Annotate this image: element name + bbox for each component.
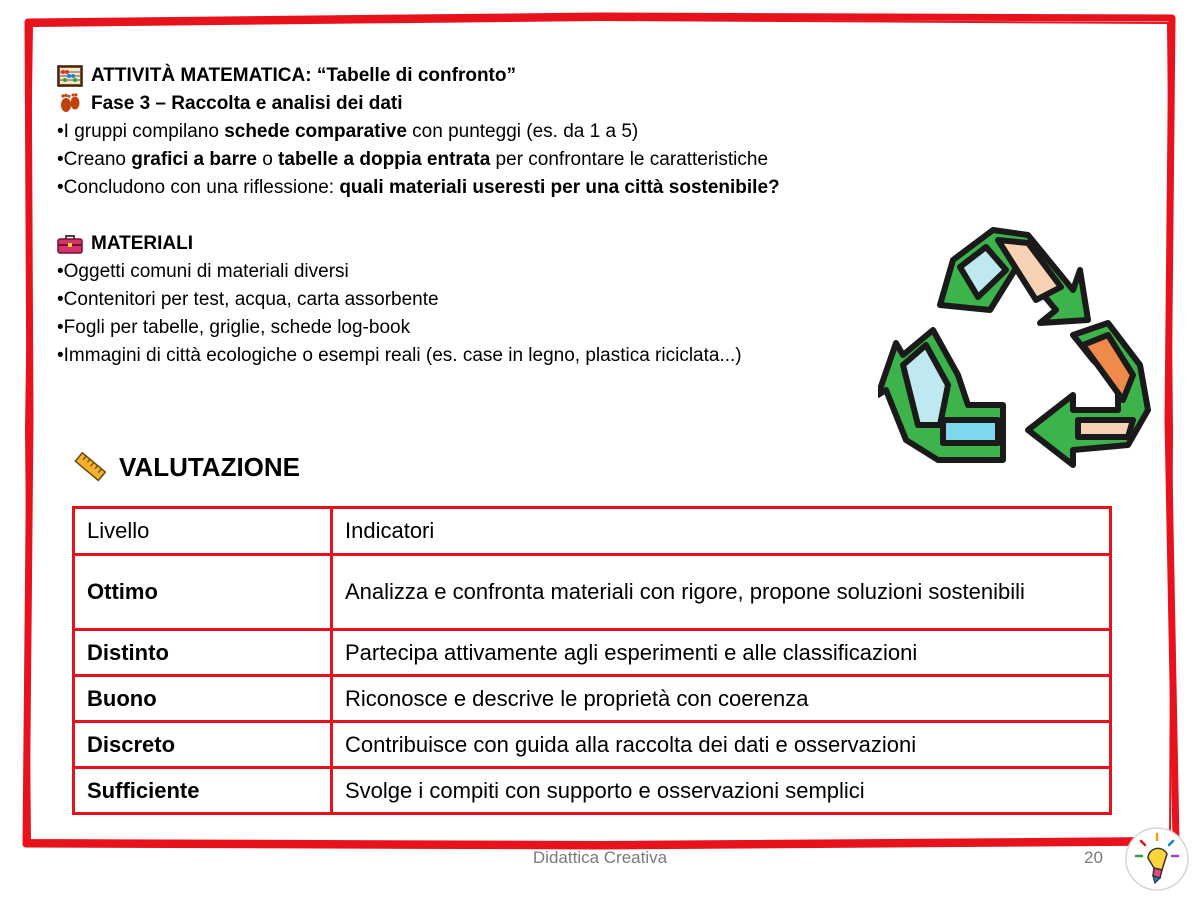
bullet-text: •I gruppi compilano (57, 121, 225, 142)
material-item: •Oggetti comuni di materiali diversi (57, 261, 349, 282)
table-row (74, 555, 1111, 630)
abacus-icon (57, 65, 83, 87)
row-indicator: Analizza e confronta materiali con rigore, propone soluzioni sostenibili (332, 555, 1111, 630)
recycle-icon (878, 215, 1160, 470)
evaluation-table (72, 506, 1112, 815)
activity-bullet-1 (57, 118, 937, 146)
bullet-text: con punteggi (es. da 1 a 5) (406, 121, 639, 142)
material-item: •Contenitori per test, acqua, carta assorbente (57, 289, 439, 310)
table-row (74, 676, 1111, 722)
ruler-icon (73, 450, 107, 484)
phase-title: Fase 3 – Raccolta e analisi dei dati (91, 93, 403, 114)
bullet-text: •Creano (57, 149, 132, 170)
bullet-text: o (256, 149, 279, 170)
toolbox-icon (57, 233, 83, 255)
materials-title: MATERIALI (91, 233, 194, 254)
table-row (74, 630, 1111, 676)
activity-bullet-2 (57, 146, 937, 174)
bullet-bold: quali materiali useresti per una città sostenibile? (339, 177, 780, 198)
row-indicator: Partecipa attivamente agli esperimenti e alle classificazioni (332, 630, 1111, 676)
row-indicator: Contribuisce con guida alla raccolta dei dati e osservazioni (332, 722, 1111, 768)
materials-heading (57, 230, 937, 258)
row-level: Discreto (74, 722, 332, 768)
row-level: Ottimo (74, 555, 332, 630)
row-indicator: Riconosce e descrive le proprietà con coerenza (332, 676, 1111, 722)
bullet-bold: grafici a barre (131, 149, 257, 170)
header-level: Livello (74, 508, 332, 555)
phase-heading (57, 90, 937, 118)
footprints-icon (57, 93, 83, 115)
row-level: Buono (74, 676, 332, 722)
header-indicators: Indicatori (332, 508, 1111, 555)
material-item: •Immagini di città ecologiche o esempi reali (es. case in legno, plastica riciclata...) (57, 345, 742, 366)
lightbulb-logo-icon (1124, 826, 1190, 892)
activity-heading (57, 62, 937, 90)
activity-bullet-3 (57, 174, 937, 202)
bullet-bold: schede comparative (224, 121, 407, 142)
row-level: Distinto (74, 630, 332, 676)
activity-title: ATTIVITÀ MATEMATICA: “Tabelle di confronto” (91, 65, 516, 86)
row-level: Sufficiente (74, 768, 332, 814)
footer-brand: Didattica Creativa (532, 848, 668, 867)
table-row (74, 722, 1111, 768)
bullet-text: •Concludono con una riflessione: (57, 177, 340, 198)
activity-section (57, 62, 937, 370)
evaluation-heading (73, 450, 300, 484)
bullet-text: per confrontare le caratteristiche (490, 149, 769, 170)
row-indicator: Svolge i compiti con supporto e osservazioni semplici (332, 768, 1111, 814)
page-number: 20 (1084, 848, 1103, 867)
material-item: •Fogli per tabelle, griglie, schede log-book (57, 317, 411, 338)
bullet-bold: tabelle a doppia entrata (278, 149, 491, 170)
evaluation-title: VALUTAZIONE (119, 451, 301, 482)
table-row (74, 768, 1111, 814)
table-header-row (74, 508, 1111, 555)
